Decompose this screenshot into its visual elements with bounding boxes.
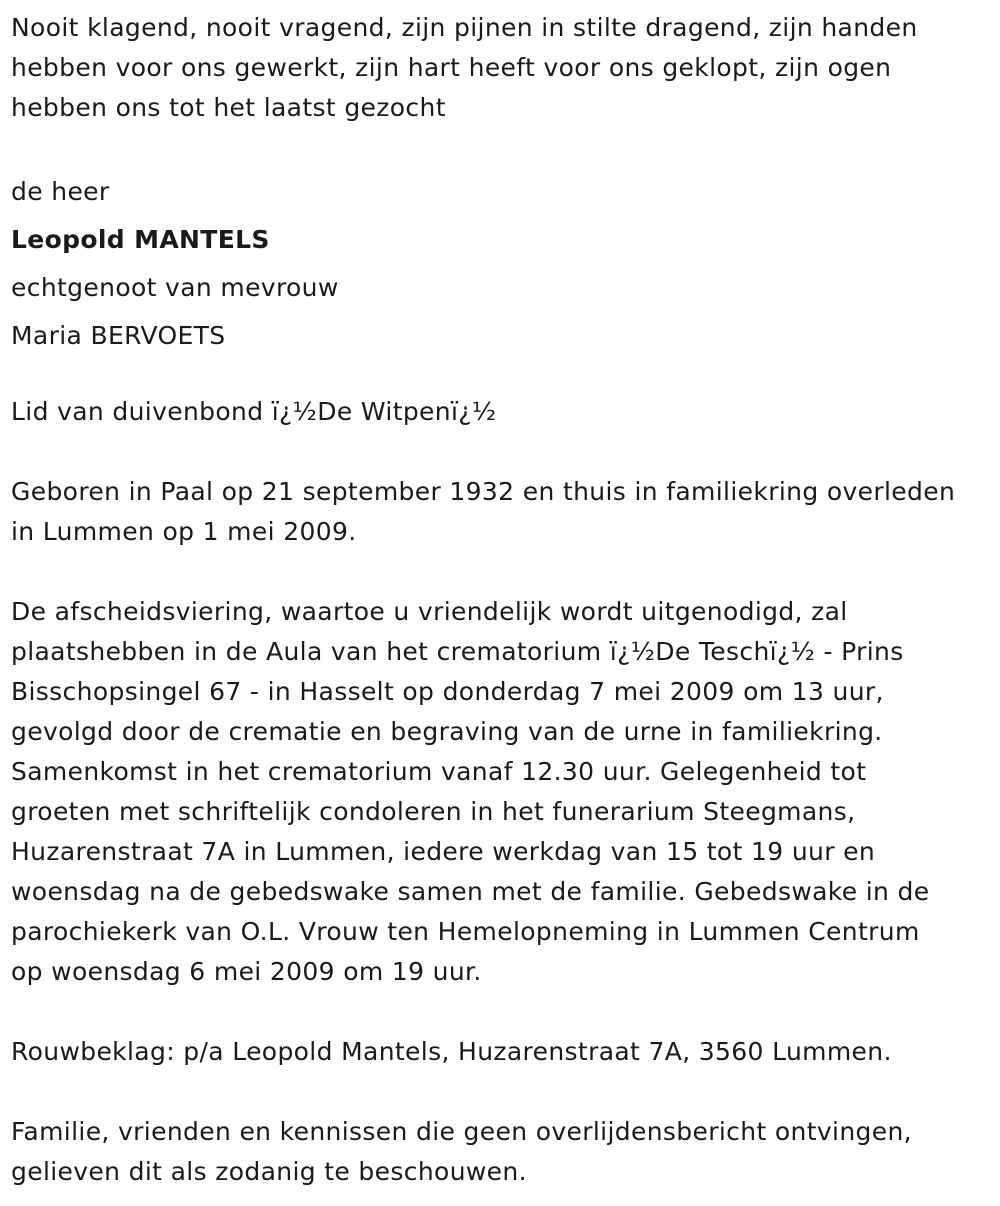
closing-note: Familie, vrienden en kennissen die geen overlijdensbericht ontvingen, gelieven dit als zodanig te beschouwen. bbox=[11, 1117, 912, 1186]
title-prefix: de heer bbox=[11, 177, 110, 206]
membership: Lid van duivenbond ï¿½De Witpenï¿½ bbox=[11, 397, 497, 426]
spacer bbox=[11, 992, 988, 1032]
deceased-name: Leopold MANTELS bbox=[11, 225, 270, 254]
condolence-address: Rouwbeklag: p/a Leopold Mantels, Huzarenstraat 7A, 3560 Lummen. bbox=[11, 1037, 892, 1066]
spouse-label: echtgenoot van mevrouw bbox=[11, 273, 339, 302]
spacer bbox=[11, 128, 988, 168]
spacer bbox=[11, 360, 988, 392]
birth-death-info: Geboren in Paal op 21 september 1932 en thuis in familiekring overleden in Lummen op 1 mei 2009. bbox=[11, 477, 956, 546]
intro-verse: Nooit klagend, nooit vragend, zijn pijnen in stilte dragend, zijn handen hebben voor ons gewerkt, zijn hart heeft voor ons geklopt, zijn ogen hebben ons tot het laatst gezocht bbox=[11, 13, 918, 122]
ceremony-details: De afscheidsviering, waartoe u vriendelijk wordt uitgenodigd, zal plaatshebben in de Aula van het crematorium ï¿½De Teschï¿½ - Prins Bisschopsingel 67 - in Hasselt op donderdag 7 mei 2009 om 13 uur, gevolgd door de crematie en begraving van de urne in familiekring. Samenkomst in het crematorium vanaf 12.30 uur. Gelegenheid tot groeten met schriftelijk condoleren in het funerarium Steegmans, Huzarenstraat 7A in Lummen, iedere werkdag van 15 tot 19 uur en woensdag na de gebedswake samen met de familie. Gebedswake in de parochiekerk van O.L. Vrouw ten Hemelopneming in Lummen Centrum op woensdag 6 mei 2009 om 19 uur. bbox=[11, 597, 930, 986]
spacer bbox=[11, 552, 988, 592]
spacer bbox=[11, 432, 988, 472]
spouse-name: Maria BERVOETS bbox=[11, 321, 226, 350]
spacer bbox=[11, 1072, 988, 1112]
deceased-block bbox=[11, 168, 988, 360]
